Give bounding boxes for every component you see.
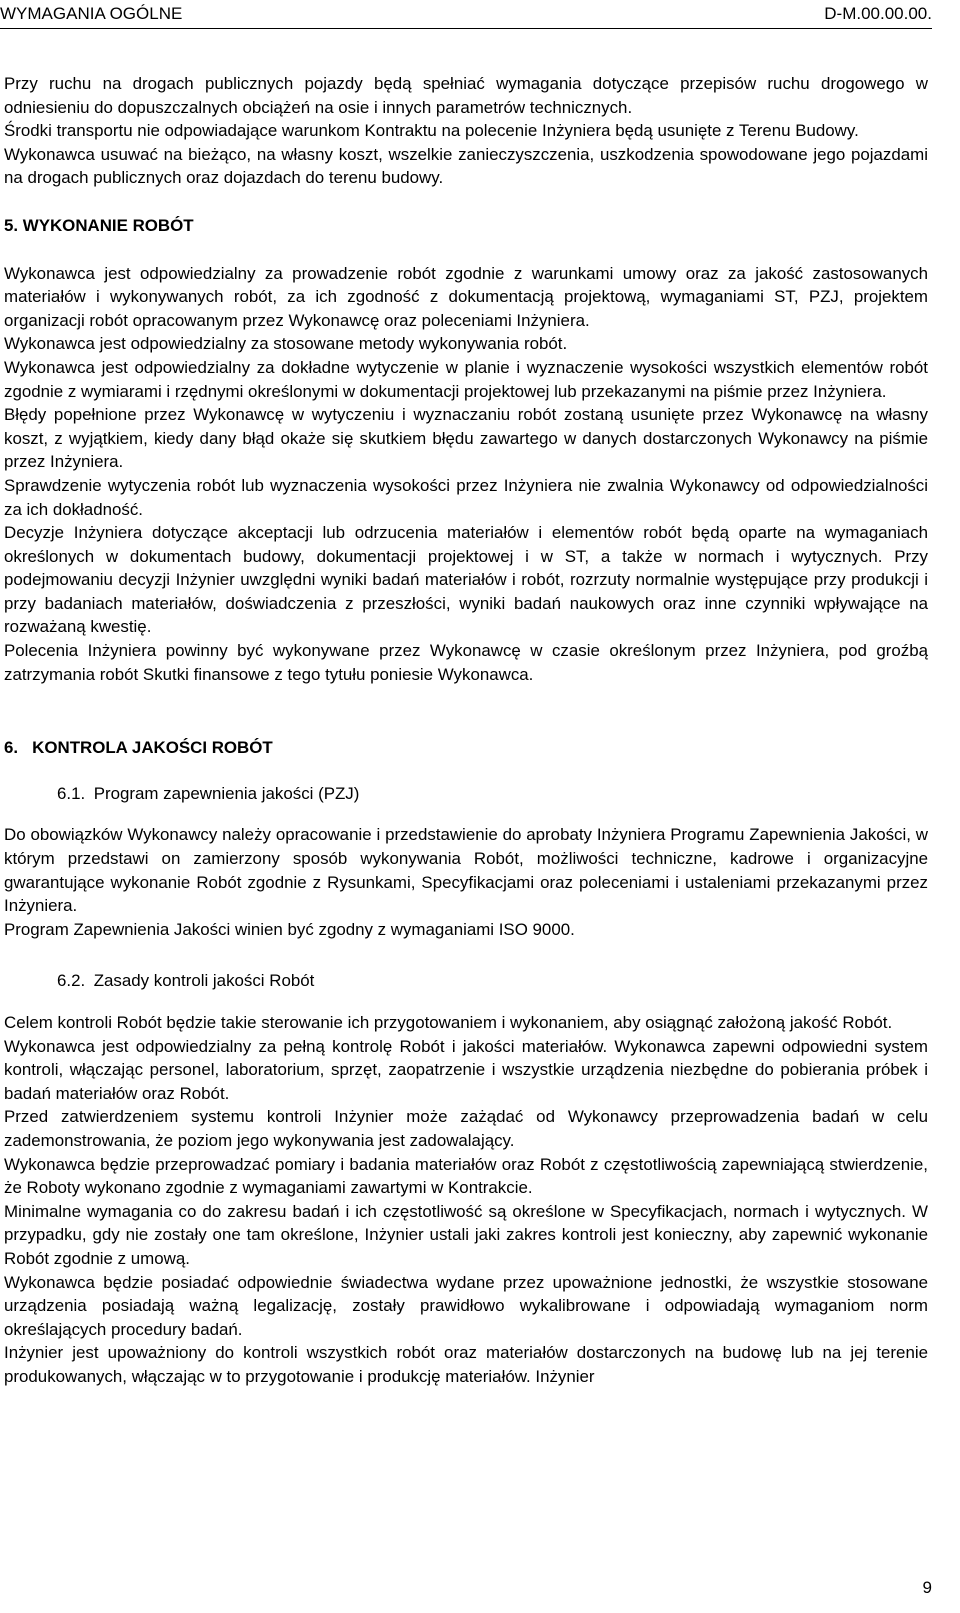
subsection-6-2-paragraph: Celem kontroli Robót będzie takie sterowanie ich przygotowaniem i wykonaniem, aby osiągnąć założoną jakość Robót.: [4, 1013, 893, 1032]
subsection-title: Program zapewnienia jakości (PZJ): [93, 783, 360, 803]
intro-paragraph: Przy ruchu na drogach publicznych pojazdy będą spełniać wymagania dotyczące przepisów ruchu drogowego w odniesieniu do dopuszczalnych obciążeń na osie i innych parametrów technicznych.: [4, 74, 928, 117]
subsection-6-1-heading: [57, 782, 928, 806]
section-5-paragraph: Błędy popełnione przez Wykonawcę w wytyczeniu i wyznaczaniu robót zostaną usunięte przez Wykonawcę na własny koszt, z wyjątkiem, kiedy dany błąd okaże się skutkiem błędu zawartego w danych dostarczonych Wykonawcy na piśmie przez Inżyniera.: [4, 405, 928, 472]
header-title: WYMAGANIA OGÓLNE: [0, 4, 183, 23]
subsection-6-1-paragraph: Program Zapewnienia Jakości winien być zgodny z wymaganiami ISO 9000.: [4, 919, 575, 939]
header-doc-code: D-M.00.00.00.: [824, 4, 932, 23]
subsection-6-2-paragraph: Przed zatwierdzeniem systemu kontroli Inżynier może zażądać od Wykonawcy przeprowadzenia badań w celu zademonstrowania, że poziom jego wykonywania jest zadowalający.: [4, 1107, 928, 1150]
subsection-6-1-paragraph: Do obowiązków Wykonawcy należy opracowanie i przedstawienie do aprobaty Inżyniera Programu Zapewnienia Jakości, w którym przedstawi on zamierzony sposób wykonywania Robót, możliwości techniczne, kadrowe i organizacyjne gwarantujące wykonanie Robót zgodnie z Rysunkami, Specyfikacjami oraz poleceniami i ustaleniami przekazanymi przez Inżyniera.: [4, 825, 928, 916]
section-6-heading: 6. KONTROLA JAKOŚCI ROBÓT: [4, 738, 273, 758]
page-header: [0, 2, 932, 29]
subsection-6-2-paragraph: Inżynier jest upoważniony do kontroli wszystkich robót oraz materiałów dostarczonych na budowę lub na jej terenie produkowanych, włączając w to przygotowanie i produkcję materiałów. Inżynier: [4, 1343, 928, 1386]
section-5-paragraph: Wykonawca jest odpowiedzialny za stosowane metody wykonywania robót.: [4, 334, 568, 354]
intro-paragraph: Środki transportu nie odpowiadające warunkom Kontraktu na polecenie Inżyniera będą usunięte z Terenu Budowy.: [4, 121, 859, 141]
subsection-title: Zasady kontroli jakości Robót: [93, 971, 315, 991]
section-5-paragraph: Decyzje Inżyniera dotyczące akceptacji lub odrzucenia materiałów i elementów robót będą oparte na wymaganiach określonych w dokumentach budowy, dokumentacji projektowej i w ST, a także w normach i wytycznych. Przy podejmowaniu decyzji Inżynier uwzględni wyniki badań materiałów i robót, rozrzuty normalnie występujące przy produkcji i przy badaniach materiałów, doświadczenia z przeszłości, wyniki badań naukowych oraz inne czynniki wpływające na rozważaną kwestię.: [4, 523, 928, 637]
section-5-paragraph: Wykonawca jest odpowiedzialny za prowadzenie robót zgodnie z warunkami umowy oraz za jakość zastosowanych materiałów i wykonywanych robót, za ich zgodność z dokumentacją projektową, wymaganiami ST, PZJ, projektem organizacji robót opracowanym przez Wykonawcę oraz poleceniami Inżyniera.: [4, 263, 928, 330]
page-number: 9: [922, 1578, 932, 1597]
section-5-heading: 5. WYKONANIE ROBÓT: [4, 215, 194, 235]
document-body: [4, 72, 928, 1389]
section-5-paragraph: Wykonawca jest odpowiedzialny za dokładne wytyczenie w planie i wyznaczenie wysokości wszystkich elementów robót zgodnie z wymiarami i rzędnymi określonymi w dokumentacji projektowej lub przekazanymi na piśmie przez Inżyniera.: [4, 357, 928, 401]
subsection-6-2-paragraph: Wykonawca jest odpowiedzialny za pełną kontrolę Robót i jakości materiałów. Wykonawca zapewni odpowiedni system kontroli, włączając personel, laboratorium, sprzęt, zaopatrzenie i wszystkie urządzenia niezbędne do pobierania próbek i badań materiałów oraz Robót.: [4, 1036, 928, 1103]
subsection-6-2-paragraph: Minimalne wymagania co do zakresu badań i ich częstotliwość są określone w Specyfikacjach, normach i wytycznych. W przypadku, gdy nie zostały one tam określone, Inżynier ustali jaki zakres kontroli jest konieczny, aby zapewnić wykonanie Robót zgodnie z umową.: [4, 1201, 928, 1268]
subsection-6-2-heading: [57, 969, 928, 993]
subsection-6-2-paragraph: Wykonawca będzie posiadać odpowiednie świadectwa wydane przez upoważnione jednostki, że wszystkie stosowane urządzenia posiadają ważną legalizację, zostały prawidłowo wykalibrowane i odpowiadają wymaganiom norm określających procedury badań.: [4, 1272, 928, 1339]
section-5-paragraph: Polecenia Inżyniera powinny być wykonywane przez Wykonawcę w czasie określonym przez Inżyniera, pod groźbą zatrzymania robót Skutki finansowe z tego tytułu poniesie Wykonawca.: [4, 641, 928, 684]
section-5-paragraph: Sprawdzenie wytyczenia robót lub wyznaczenia wysokości przez Inżyniera nie zwalnia Wykonawcy od odpowiedzialności za ich dokładność.: [4, 475, 928, 519]
subsection-6-2-paragraph: Wykonawca będzie przeprowadzać pomiary i badania materiałów oraz Robót z częstotliwością zapewniającą stwierdzenie, że Roboty wykonano zgodnie z wymaganiami zawartymi w Kontrakcie.: [4, 1154, 928, 1198]
subsection-number: 6.2.: [57, 971, 86, 991]
intro-paragraph: Wykonawca usuwać na bieżąco, na własny koszt, wszelkie zanieczyszczenia, uszkodzenia spowodowane jego pojazdami na drogach publicznych oraz dojazdach do terenu budowy.: [4, 144, 928, 188]
subsection-number: 6.1.: [57, 783, 86, 803]
